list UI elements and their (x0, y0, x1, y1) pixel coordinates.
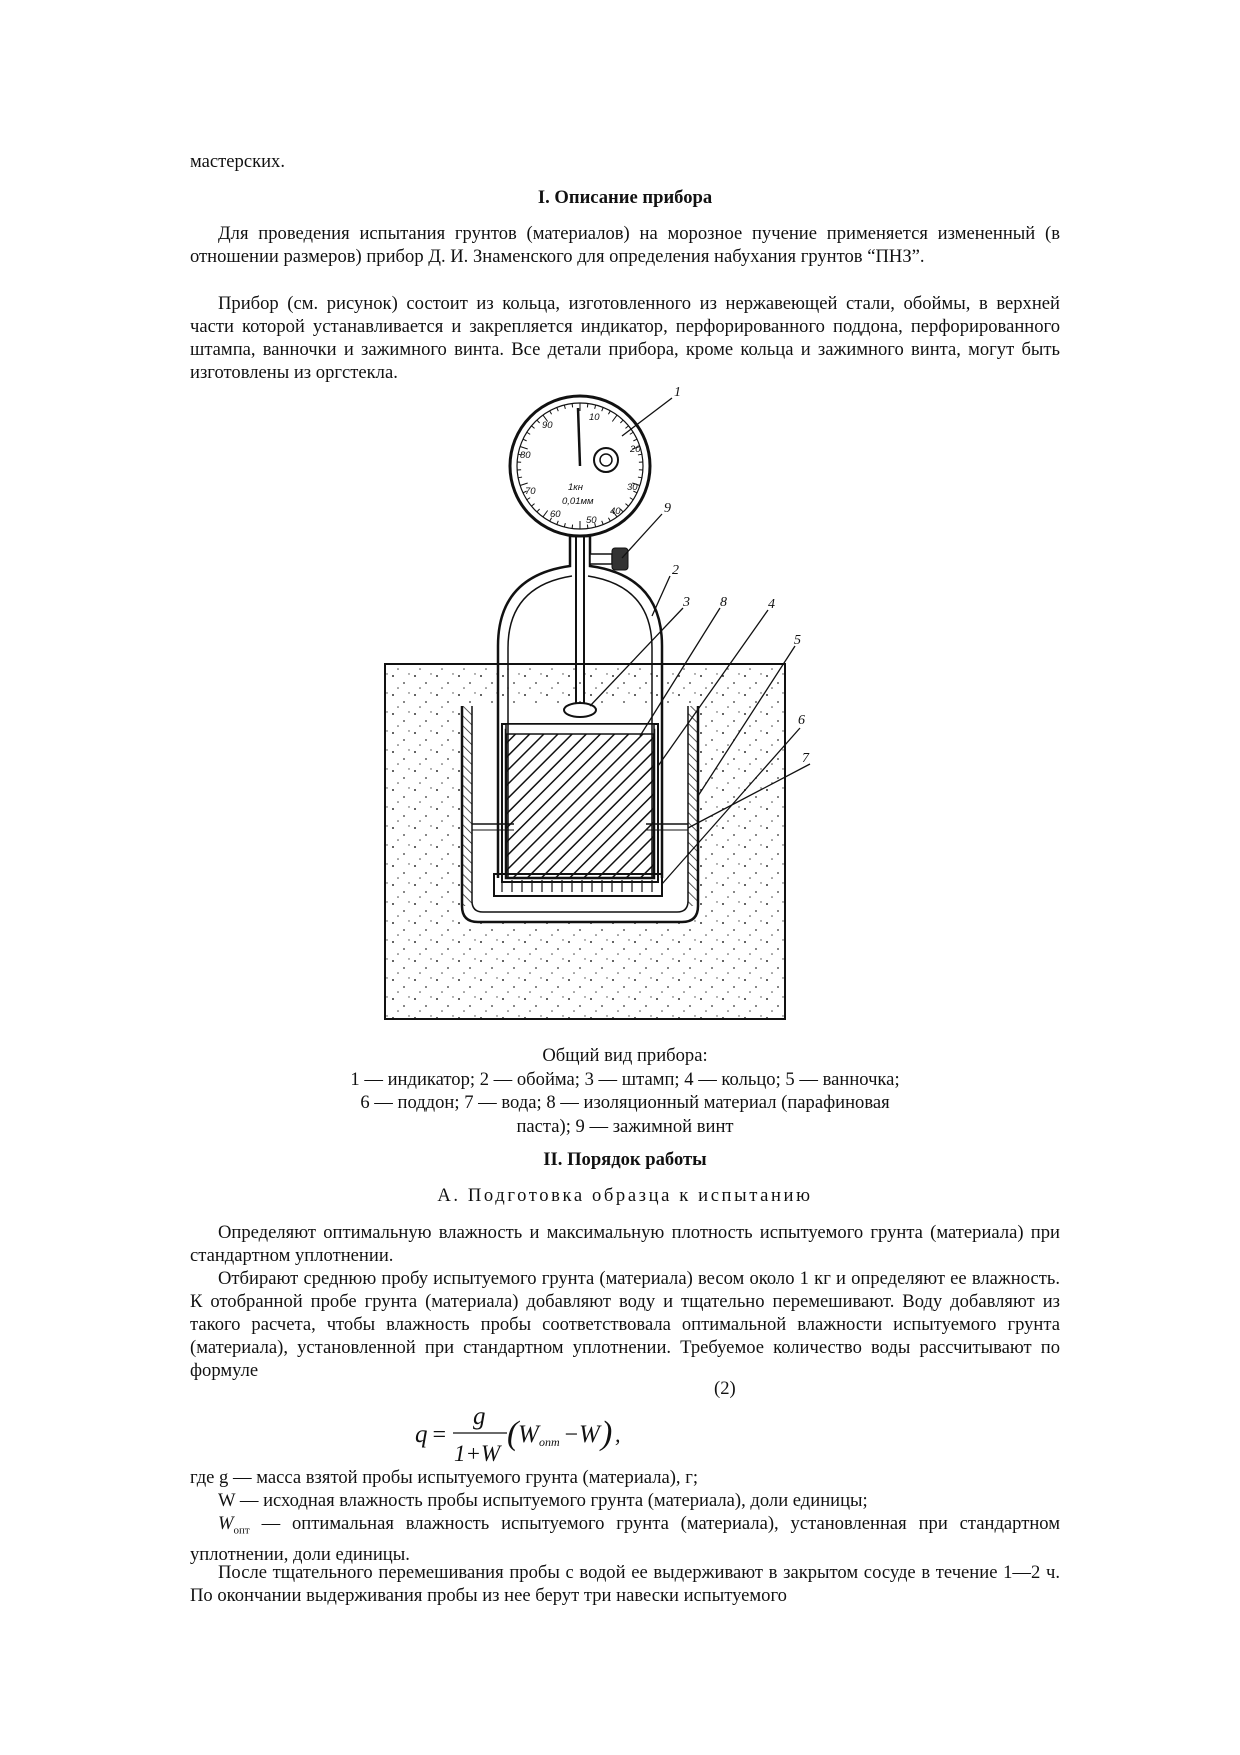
callout-7: 7 (802, 751, 809, 766)
section2-subheading: А. Подготовка образца к испытанию (437, 1185, 813, 1206)
dial-unit-line2: 0,01мм (562, 496, 594, 507)
caption-line-2: 6 — поддон; 7 — вода; 8 — изоляционный материал (парафиновая (360, 1092, 890, 1113)
callout-2: 2 (672, 563, 679, 578)
leader-9 (622, 514, 662, 558)
definition-wopt (190, 1512, 1060, 1566)
dial-label-40: 40 (610, 506, 621, 517)
formula-comma: , (615, 1422, 621, 1447)
definition-wopt-symbol: W (218, 1513, 234, 1534)
formula-rparen: ) (601, 1415, 613, 1452)
dial-label-30: 30 (627, 482, 638, 493)
formula-lparen: ( (507, 1415, 519, 1452)
leader-2 (652, 576, 670, 616)
dial-label-60: 60 (550, 509, 561, 520)
dial-tick (587, 403, 588, 407)
formula-svg (415, 1402, 645, 1472)
section2-paragraph-3: После тщательного перемешивания пробы с водой ее выдерживают в закрытом сосуде в течение 1—2 ч. По окончании выдерживания пробы из нее берут три навески испытуемого (190, 1562, 1060, 1606)
callout-1: 1 (674, 385, 681, 400)
clamp-screw (590, 554, 612, 564)
callout-8: 8 (720, 595, 727, 610)
definition-wopt-text: — оптимальная влажность испытуемого грунта (материала), установленная при стандартном уплотнении, доли единицы. (190, 1513, 1060, 1565)
formula-wopt-sub: опт (539, 1435, 560, 1449)
formula-denominator: 1+W (454, 1441, 501, 1466)
equation-number: (2) (714, 1378, 736, 1399)
section1-paragraph-2: Прибор (см. рисунок) состоит из кольца, изготовленного из нержавеющей стали, обоймы, в верхней части которой устанавливается и закрепляется индикатор, перфорированного поддона, перфорированного штампа, ванночки и зажимного винта. Все детали прибора, кроме кольца и зажимного винта, могут быть изготовлены из оргстекла. (190, 293, 1060, 383)
caption-line-3: паста); 9 — зажимной винт (516, 1115, 734, 1137)
callout-3: 3 (683, 595, 690, 610)
dial-label-20: 20 (630, 444, 641, 455)
formula-minus: − (563, 1422, 580, 1448)
caption-line-1: 1 — индикатор; 2 — обойма; 3 — штамп; 4 — кольцо; 5 — ванночка; (350, 1068, 900, 1090)
dial-label-10: 10 (589, 412, 600, 423)
dial-tick (572, 403, 573, 407)
definition-wopt-subscript: опт (233, 1524, 250, 1537)
top-fragment: мастерских. (190, 151, 286, 172)
callout-9: 9 (664, 501, 671, 516)
stamp (506, 724, 654, 734)
formula-numerator: g (473, 1403, 486, 1430)
dial-label-70: 70 (525, 486, 536, 497)
figure-caption (190, 1044, 1060, 1138)
dial-label-80: 80 (520, 450, 531, 461)
caption-title: Общий вид прибора: (542, 1045, 708, 1066)
dial-label-50: 50 (586, 515, 597, 526)
section2-heading: II. Порядок работы (543, 1149, 707, 1170)
dial-tick (572, 525, 573, 529)
definition-w: W — исходная влажность пробы испытуемого грунта (материала), доли единицы; (218, 1490, 868, 1511)
callout-5: 5 (794, 633, 801, 648)
device-figure (390, 385, 810, 1036)
definition-g: где g — масса взятой пробы испытуемого грунта (материала), г; (190, 1467, 699, 1488)
section2-paragraph-2: Отбирают среднюю пробу испытуемого грунта (материала) весом около 1 кг и определяют ее влажность. К отобранной пробе грунта (материала) добавляют воду и тщательно перемешивают. Воду добавляют из такого расчета, чтобы влажность пробы соответствовала оптимальной влажности испытуемого грунта (материала), установленной при стандартном уплотнении. Требуемое количество воды рассчитывают по формуле (190, 1268, 1060, 1381)
formula-w: W (579, 1421, 600, 1448)
soil-sample (506, 730, 654, 878)
dial-unit-line1: 1кн (568, 482, 583, 493)
dial-label-90: 90 (542, 420, 553, 431)
formula-wopt: W (518, 1421, 539, 1448)
dial-subdial (594, 448, 618, 472)
section1-heading: I. Описание прибора (537, 187, 713, 208)
section2-paragraph-1: Определяют оптимальную влажность и максимальную плотность испытуемого грунта (материала) при стандартном уплотнении. (190, 1222, 1060, 1266)
formula-q: q (415, 1421, 428, 1448)
callout-4: 4 (768, 597, 775, 612)
section1-paragraph-1: Для проведения испытания грунтов (материалов) на морозное пучение применяется измененный (в отношении размеров) прибор Д. И. Знаменского для определения набухания грунтов “ПНЗ”. (190, 223, 1060, 267)
formula-eq: = (431, 1422, 448, 1448)
callout-6: 6 (798, 713, 805, 728)
